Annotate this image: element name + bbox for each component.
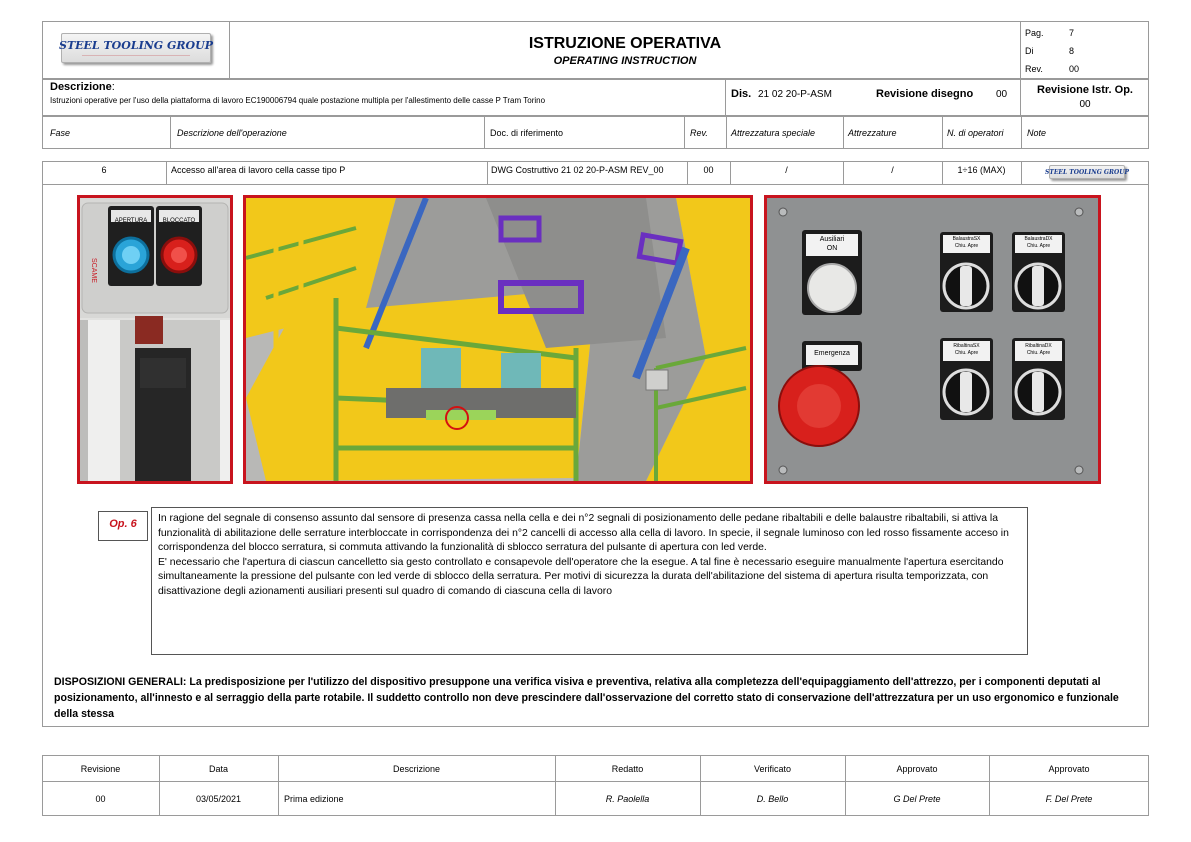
- row-divider: [487, 161, 488, 185]
- row-logo: STEEL TOOLING GROUP: [1048, 163, 1126, 181]
- col-divider: [170, 116, 171, 149]
- lock-buttons-illustration: [80, 198, 230, 481]
- pag-value: 7: [1069, 28, 1075, 38]
- revisione-istr-label: Revisione Istr. Op.: [1037, 84, 1133, 96]
- row-descrizione: Accesso all'area di lavoro cella casse tipo P: [171, 165, 346, 175]
- footer-header-verificato: Verificato: [753, 764, 792, 774]
- op-text: In ragione del segnale di consenso assunto dal sensore di presenza cassa nella cella e dei n°2 segnali di posizionamento delle pedane ribaltabili e delle balaustre ribaltabili, si attiva la funzionalità di abilitazione delle serrature interbloccate in corrispondenza dei n°2 cancelli di accesso alla cella di lavoro. In specie, il segnale luminoso con led rosso fissamente acceso in corrispondenza del blocco serratura, si commuta attivando la funzionalità di sblocco serratura del pulsante di apertura con led verde. E' necessario che l'apertura di ciascun cancelletto sia gesto controllato e consapevole dell'operatore che la esegue. A tal fine è necessario eseguire manualmente l'apertura esercitando simultaneamente la pressione del pulsante con led verde di sblocco della serratura. Per motivi di sicurezza la durata dell'abilitazione del sistema di apertura risulta temporizzata, con disattivazione degli azionamenti ausiliari presenti sul quadro di comando di ciascuna cella di lavoro: [158, 513, 1009, 597]
- row-bottom-line: [42, 184, 1149, 185]
- col-divider: [726, 116, 727, 149]
- footer-header-data: Data: [208, 764, 228, 774]
- footer-header-redatto: Redatto: [611, 764, 644, 774]
- scame-brand: SCAME: [90, 258, 97, 283]
- row-operatori: 1÷16 (MAX): [957, 165, 1006, 175]
- rev-label: Rev.: [1025, 64, 1043, 74]
- ribaltina-dx-label: RibaltinaDX Chiu. Apre: [1025, 343, 1052, 356]
- apertura-label: APERTURA: [114, 218, 148, 224]
- col-descrizione: Descrizione dell'operazione: [177, 128, 287, 138]
- row-divider: [166, 161, 167, 185]
- photo-control-panel: [764, 195, 1101, 484]
- footer-mid-line: [42, 781, 1149, 782]
- desc-divider-1: [725, 79, 726, 116]
- footer-value-verificato: D. Bello: [756, 794, 789, 804]
- op-label: Op. 6: [109, 518, 137, 530]
- col-attrezzatura-speciale: Attrezzatura speciale: [731, 128, 816, 138]
- dis-label: Dis.: [731, 88, 752, 100]
- footer-value-data: 03/05/2021: [195, 794, 242, 804]
- col-divider: [684, 116, 685, 149]
- photo-platform-render: [243, 195, 753, 484]
- rev-value: 00: [1069, 64, 1080, 74]
- balaustra-dx-label: BalaustraDX Chiu. Apre: [1024, 236, 1053, 249]
- footer-value-approvato-1: G Del Prete: [893, 794, 941, 804]
- page-subtitle: OPERATING INSTRUCTION: [553, 55, 697, 67]
- logo-text: STEEL TOOLING GROUP: [59, 39, 213, 52]
- col-doc: Doc. di riferimento: [490, 128, 564, 138]
- description-label: Descrizione:: [50, 81, 115, 93]
- col-attrezzature: Attrezzature: [848, 128, 897, 138]
- footer-header-approvato-1: Approvato: [896, 764, 938, 774]
- footer-value-descrizione: Prima edizione: [284, 794, 344, 804]
- bloccato-label: BLOCCATO: [162, 218, 196, 224]
- col-fase: Fase: [50, 128, 71, 138]
- col-divider: [843, 116, 844, 149]
- row-fase: 6: [101, 165, 107, 175]
- row-doc: DWG Costruttivo 21 02 20-P-ASM REV_00: [491, 165, 664, 175]
- footer-value-approvato-2: F. Del Prete: [1045, 794, 1093, 804]
- col-divider: [942, 116, 943, 149]
- general-provisions: DISPOSIZIONI GENERALI: La predisposizione per l'utilizzo del dispositivo presuppone una verifica visiva e preventiva, relativa alla completezza dell'equipaggiamento dell'attrezzo, per i componenti deputati al posizionamento, all'innesto e al serraggio della parte rotabile. Il suddetto controllo non deve prescindere dall'osservazione del corretto stato di conservazione dell'attrezzatura per un uso ergonomico e funzionale della stessa: [54, 676, 1119, 720]
- row-divider: [1021, 161, 1022, 185]
- di-label: Di: [1025, 46, 1034, 56]
- footer-value-revisione: 00: [95, 794, 106, 804]
- revisione-disegno-value: 00: [996, 89, 1008, 100]
- dis-value: 21 02 20-P-ASM: [758, 89, 832, 100]
- footer-value-redatto: R. Paolella: [605, 794, 650, 804]
- description-text: Istruzioni operative per l'uso della piattaforma di lavoro EC190006794 quale postazione multipla per l'allestimento delle casse P Tram Torino: [50, 96, 546, 105]
- emergenza-label: Emergenza: [814, 350, 850, 357]
- header-divider-2: [1020, 21, 1021, 79]
- platform-illustration: [246, 198, 750, 481]
- pag-label: Pag.: [1025, 28, 1044, 38]
- row-attrezzatura-speciale: /: [785, 165, 788, 175]
- photo-lock-buttons: [77, 195, 233, 484]
- revisione-disegno-label: Revisione disegno: [876, 88, 974, 100]
- page-title: ISTRUZIONE OPERATIVA: [528, 35, 722, 52]
- col-divider: [484, 116, 485, 149]
- col-divider: [1021, 116, 1022, 149]
- ribaltina-sx-label: RibaltinaSX Chiu. Apre: [953, 343, 980, 356]
- revisione-istr-value: 00: [1079, 99, 1091, 110]
- company-logo: STEEL TOOLING GROUP ———————————————————————————: [60, 30, 212, 66]
- col-operatori: N. di operatori: [947, 128, 1004, 138]
- balaustra-sx-label: BalaustraSX Chiu. Apre: [952, 236, 981, 249]
- row-rev: 00: [703, 165, 714, 175]
- col-note: Note: [1027, 128, 1047, 138]
- footer-header-descrizione: Descrizione: [392, 764, 441, 774]
- ausiliari-label: Ausiliari ON: [819, 236, 845, 252]
- footer-header-approvato-2: Approvato: [1048, 764, 1090, 774]
- footer-header-revisione: Revisione: [80, 764, 121, 774]
- col-rev: Rev.: [690, 128, 708, 138]
- row-attrezzature: /: [891, 165, 894, 175]
- di-value: 8: [1069, 46, 1075, 56]
